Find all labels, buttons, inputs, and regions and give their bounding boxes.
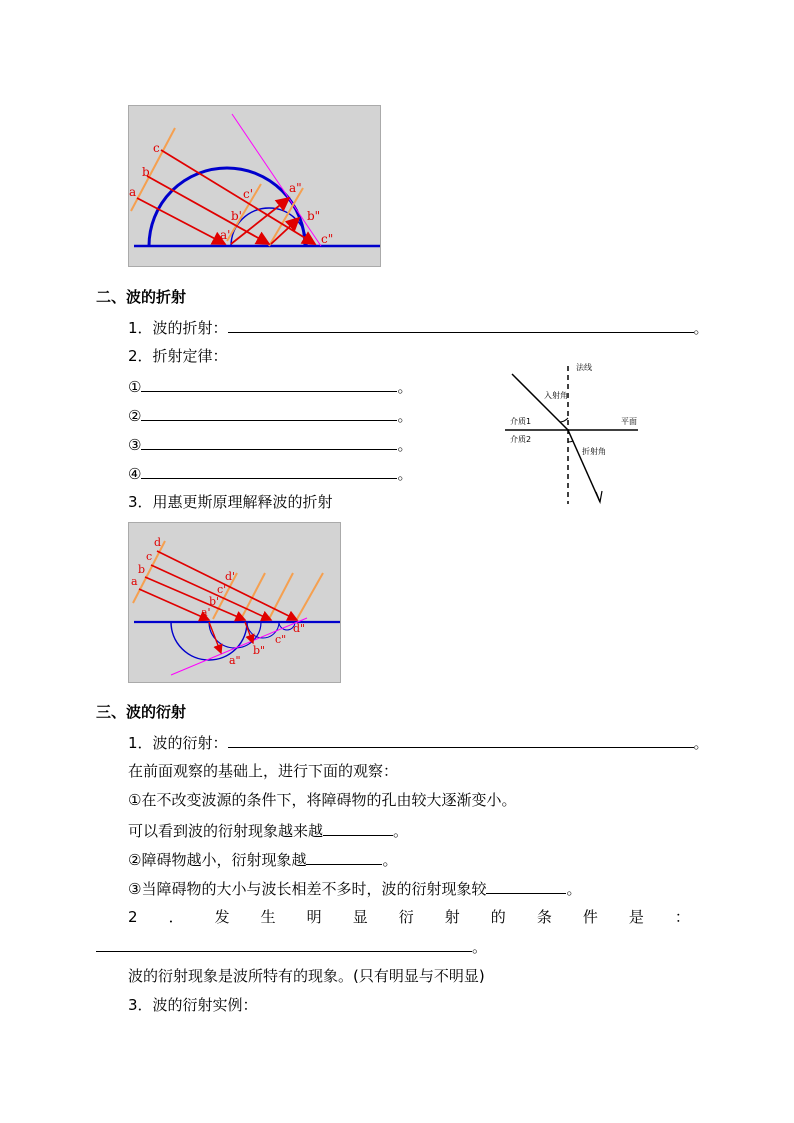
normal-label: 法线: [576, 363, 592, 372]
rule-mark: ④: [128, 465, 142, 483]
period: 。: [397, 407, 413, 425]
section3-item2: [128, 907, 690, 927]
obs2-text: ②障碍物越小，衍射现象越: [128, 851, 307, 869]
char: 射: [444, 908, 460, 926]
label-b1: b': [209, 595, 220, 608]
label-a1: a': [201, 606, 211, 619]
answer-blank[interactable]: [141, 434, 397, 450]
answer-blank[interactable]: [96, 936, 472, 952]
obs3-text: ③当障碍物的大小与波长相差不多时，波的衍射现象较: [128, 880, 487, 898]
rule-mark: ②: [128, 407, 142, 425]
answer-blank[interactable]: [486, 878, 566, 894]
section2-heading: 二、波的折射: [96, 288, 187, 306]
label-b: b: [138, 563, 146, 576]
answer-blank[interactable]: [141, 405, 397, 421]
label-d1: d': [225, 570, 236, 583]
section3-note: 波的衍射现象是波所特有的现象。(只有明显与不明显): [128, 967, 485, 985]
label-b: b: [142, 165, 150, 179]
period: 。: [382, 851, 398, 869]
answer-blank[interactable]: [228, 317, 694, 333]
item1-label: 1．波的衍射：: [128, 734, 228, 752]
section2-item1: [128, 317, 709, 338]
period: 。: [472, 938, 488, 956]
char: 是: [628, 908, 644, 926]
char: 衍: [398, 908, 414, 926]
answer-blank[interactable]: [141, 376, 397, 392]
rule-mark: ③: [128, 436, 142, 454]
section2-item3: 3．用惠更斯原理解释波的折射: [128, 493, 333, 511]
observation-1b: [128, 820, 408, 841]
section2-item2: 2．折射定律：: [128, 347, 228, 365]
period: 。: [397, 378, 413, 396]
rule-mark: ①: [128, 378, 142, 396]
obs1b-text: 可以看到波的衍射现象越来越: [128, 822, 324, 840]
period: 。: [397, 465, 413, 483]
period: 。: [693, 319, 709, 337]
char: 显: [352, 908, 368, 926]
char: ．: [168, 908, 184, 926]
label-a2: a": [229, 654, 241, 667]
label-c1: c': [217, 583, 227, 596]
label-a: a: [129, 185, 137, 199]
label-a: a: [131, 575, 138, 588]
huygens-refraction-diagram: [129, 523, 340, 682]
plane-label: 平面: [621, 417, 637, 426]
label-c1: c': [243, 187, 254, 201]
label-d2: d": [293, 622, 306, 635]
section3-heading: 三、波的衍射: [96, 703, 187, 721]
rule-3: [128, 434, 412, 455]
section3-item2-answer: [96, 936, 487, 957]
char: 件: [582, 908, 598, 926]
refraction-law-diagram: [500, 356, 650, 506]
char: 明: [306, 908, 322, 926]
observation-3: [128, 878, 581, 899]
label-a1: a': [220, 228, 231, 242]
char: ：: [674, 908, 690, 926]
label-b2: b": [253, 644, 266, 657]
observation-2: [128, 849, 397, 870]
item1-label: 1．波的折射：: [128, 319, 228, 337]
reflection-figure: [128, 105, 381, 267]
label-c2: c": [275, 633, 287, 646]
section3-intro: 在前面观察的基础上，进行下面的观察：: [128, 762, 399, 780]
label-c2: c": [321, 232, 334, 246]
char: 2: [128, 908, 138, 926]
refraction-angle-label: 折射角: [582, 447, 606, 456]
char: 条: [536, 908, 552, 926]
observation-1: ①在不改变波源的条件下，将障碍物的孔由较大逐渐变小。: [128, 791, 517, 809]
label-c: c: [146, 550, 153, 563]
rule-2: [128, 405, 412, 426]
section3-item1: [128, 732, 709, 753]
char: 生: [260, 908, 276, 926]
rule-1: [128, 376, 412, 397]
char: 发: [214, 908, 230, 926]
rule-4: [128, 463, 412, 484]
refraction-figure: [128, 522, 341, 683]
answer-blank[interactable]: [323, 820, 393, 836]
period: 。: [393, 822, 409, 840]
medium2-label: 介质2: [510, 435, 532, 444]
answer-blank[interactable]: [141, 463, 397, 479]
reflection-diagram: [129, 106, 380, 266]
section3-item3: 3．波的衍射实例：: [128, 996, 258, 1014]
period: 。: [566, 880, 582, 898]
answer-blank[interactable]: [306, 849, 382, 865]
incident-angle-label: 入射角: [544, 391, 568, 400]
period: 。: [397, 436, 413, 454]
label-b2: b": [307, 209, 321, 223]
label-d: d: [154, 536, 162, 549]
answer-blank[interactable]: [228, 732, 694, 748]
char: 的: [490, 908, 506, 926]
period: 。: [693, 734, 709, 752]
label-c: c: [153, 141, 160, 155]
medium1-label: 介质1: [510, 417, 532, 426]
label-a2: a": [289, 181, 302, 195]
label-b1: b': [231, 209, 242, 223]
